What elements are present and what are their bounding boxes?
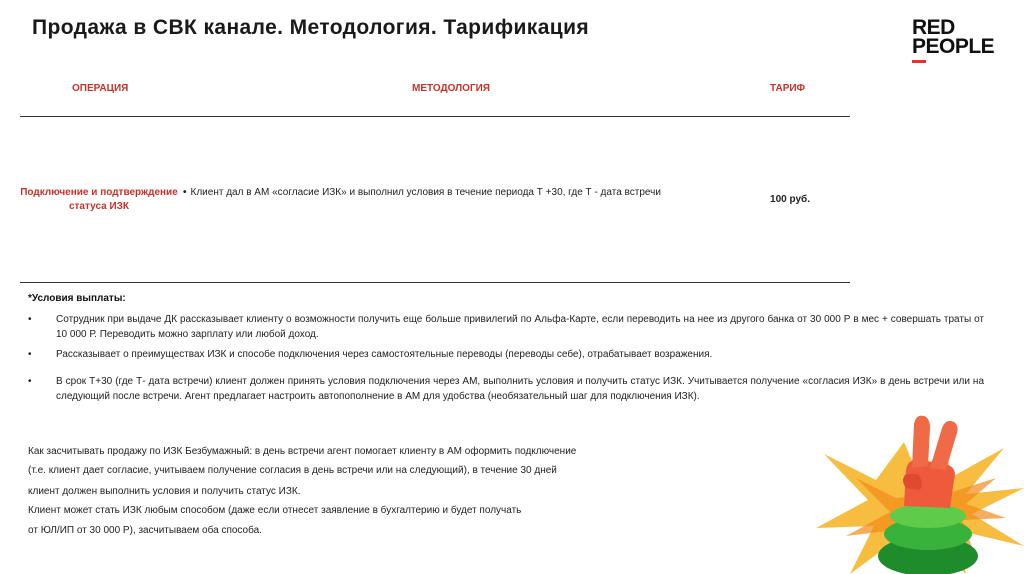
page-title: Продажа в СВК канале. Методология. Тарификация [32,16,590,39]
conditions-title: *Условия выплаты: [28,293,126,304]
bullet-icon: • [183,187,187,198]
bullet-icon: • [28,349,32,360]
methodology-text: Клиент дал в АМ «согласие ИЗК» и выполнил условия в течение периода Т +30, где Т - дата встречи [190,187,661,198]
bullet-icon: • [28,376,32,387]
logo-line-2: PEOPLE [912,35,995,58]
column-header-methodology: МЕТОДОЛОГИЯ [412,83,490,94]
table-bottom-divider [20,282,850,283]
note-line: клиент должен выполнить условия и получить статус ИЗК. [28,486,301,497]
logo-accent-bar [912,60,926,63]
column-header-tariff: ТАРИФ [770,83,806,94]
condition-text: Рассказывает о преимуществах ИЗК и способе подключения через самостоятельные переводы (переводы себе), отрабатывает возражения. [56,349,713,360]
note-line: от ЮЛ/ИП от 30 000 Р), засчитываем оба способа. [28,525,262,536]
note-line: (т.е. клиент дает согласие, учитываем получение согласия в день встречи или на следующий), в течение 30 дней [28,465,557,476]
condition-text: В срок Т+30 (где Т- дата встречи) клиент должен принять условия подключения через АМ, выполнить условия и получить статус ИЗК. Учитывается получение «согласия ИЗК» в день встречи или на следующий после встречи. Агент предлагает настроить автопополнение в АМ для удобства (необязательный шаг для подключения ИЗК). [56,376,984,402]
table-header-divider [20,116,850,117]
tariff-cell: 100 руб. [770,194,810,205]
red-people-logo [912,18,1012,63]
operation-cell: Подключение и подтверждение статуса ИЗК [20,187,178,212]
column-header-operation: ОПЕРАЦИЯ [72,83,129,94]
note-line: Клиент может стать ИЗК любым способом (даже если отнесет заявление в бухгалтерию и будет получать [28,505,522,516]
victory-hand-illustration [816,408,1024,574]
note-line: Как засчитывать продажу по ИЗК Безбумажный: в день встречи агент помогает клиенту в АМ оформить подключение [28,446,577,457]
condition-text: Сотрудник при выдаче ДК рассказывает клиенту о возможности получить еще больше привилегий по Альфа-Карте, если переводить на нее из другого банка от 30 000 Р в мес + совершать траты от 10 000 Р. Переводить можно зарплату или любой доход. [56,314,984,340]
bullet-icon: • [28,314,32,325]
logo-line-1: RED [912,16,955,39]
methodology-cell [183,186,713,200]
